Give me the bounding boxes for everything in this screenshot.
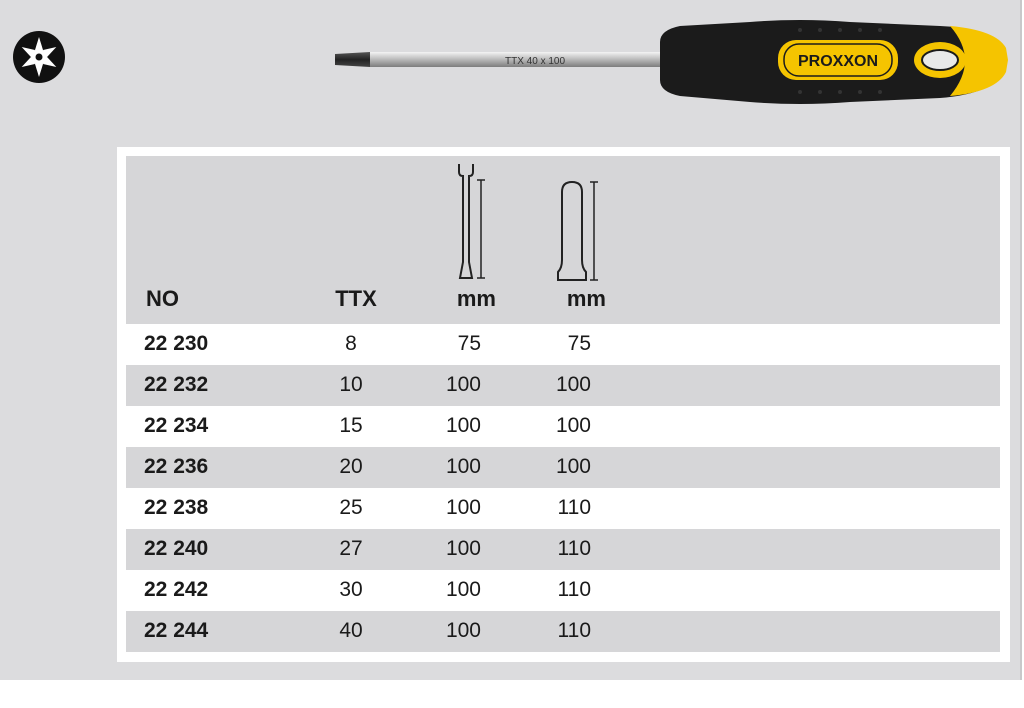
cell-blade: 100 bbox=[445, 496, 481, 519]
cell-no: 22 240 bbox=[144, 537, 209, 560]
cell-ttx: 27 bbox=[339, 537, 363, 560]
cell-ttx: 8 bbox=[345, 332, 357, 355]
cell-no: 22 242 bbox=[144, 578, 209, 601]
cell-ttx: 15 bbox=[339, 414, 363, 437]
table-row bbox=[126, 488, 1000, 529]
cell-no: 22 234 bbox=[144, 414, 209, 437]
table-row bbox=[126, 611, 1000, 652]
screwdriver-product-image bbox=[330, 8, 1010, 113]
cell-handle: 110 bbox=[557, 578, 591, 601]
table-row bbox=[126, 570, 1000, 611]
spec-table-card bbox=[117, 147, 1010, 662]
header-handle-mm: mm bbox=[566, 286, 606, 311]
shaft-marking: TTX 40 x 100 bbox=[505, 56, 566, 67]
cell-blade: 100 bbox=[445, 537, 481, 560]
cell-ttx: 25 bbox=[339, 496, 363, 519]
header-ttx: TTX bbox=[335, 286, 377, 311]
handle-length-diagram-icon bbox=[556, 180, 602, 284]
cell-handle: 110 bbox=[557, 619, 591, 642]
cell-no: 22 230 bbox=[144, 332, 209, 355]
cell-blade: 75 bbox=[457, 332, 481, 355]
table-row bbox=[126, 324, 1000, 365]
cell-ttx: 40 bbox=[339, 619, 363, 642]
cell-handle: 100 bbox=[555, 373, 591, 396]
cell-no: 22 232 bbox=[144, 373, 209, 396]
cell-ttx: 30 bbox=[339, 578, 363, 601]
cell-blade: 100 bbox=[445, 414, 481, 437]
brand-logo: PROXXON bbox=[797, 53, 879, 70]
header-blade-mm: mm bbox=[456, 286, 496, 311]
cell-handle: 110 bbox=[557, 537, 591, 560]
spec-table bbox=[126, 156, 1000, 653]
cell-handle: 100 bbox=[555, 414, 591, 437]
torx-six-point-star-icon bbox=[10, 28, 68, 86]
cell-handle: 110 bbox=[557, 496, 591, 519]
table-body bbox=[126, 324, 1000, 652]
table-row bbox=[126, 529, 1000, 570]
table-header bbox=[126, 156, 1000, 324]
blade-length-diagram-icon bbox=[451, 162, 491, 284]
table-row bbox=[126, 447, 1000, 488]
cell-blade: 100 bbox=[445, 619, 481, 642]
cell-ttx: 20 bbox=[339, 455, 363, 478]
cell-blade: 100 bbox=[445, 578, 481, 601]
cell-ttx: 10 bbox=[339, 373, 363, 396]
table-row bbox=[126, 406, 1000, 447]
cell-no: 22 236 bbox=[144, 455, 209, 478]
header-no: NO bbox=[146, 286, 179, 311]
cell-blade: 100 bbox=[445, 373, 481, 396]
cell-blade: 100 bbox=[445, 455, 481, 478]
cell-no: 22 238 bbox=[144, 496, 209, 519]
cell-handle: 100 bbox=[555, 455, 591, 478]
cell-handle: 75 bbox=[567, 332, 591, 355]
table-row bbox=[126, 365, 1000, 406]
cell-no: 22 244 bbox=[144, 619, 209, 642]
